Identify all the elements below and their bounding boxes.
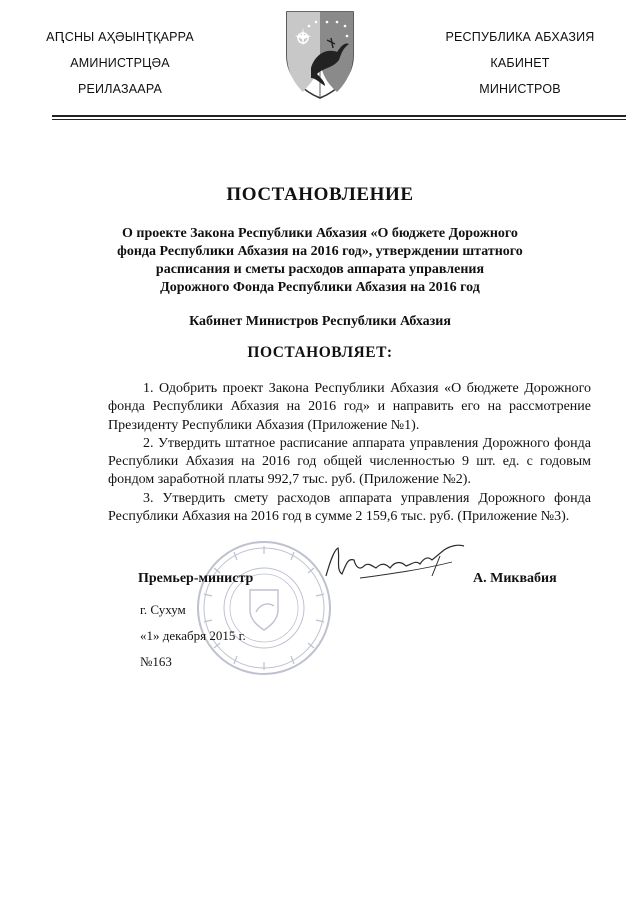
- coat-of-arms-icon: [283, 8, 357, 100]
- document-subject: [110, 225, 530, 297]
- header-left-line-3: РЕИЛАЗААРА: [77, 82, 163, 96]
- signatory-position: Премьер-министр: [138, 571, 254, 586]
- header-abkhaz: [30, 24, 210, 102]
- header-left-line-1: АԤСНЫ АҲӘЫНҬҚАРРА: [46, 30, 194, 44]
- issue-place: г. Сухум: [140, 602, 186, 617]
- header-right-line-1: РЕСПУБЛИКА АБХАЗИЯ: [445, 30, 595, 44]
- issuer: Кабинет Министров Республики Абхазия: [189, 314, 451, 329]
- subject-line: Дорожного Фонда Республики Абхазия на 2016 год: [160, 280, 480, 295]
- signatory-name: А. Миквабия: [473, 571, 557, 586]
- header-right-line-2: КАБИНЕТ: [490, 56, 550, 70]
- document-number: №163: [140, 654, 172, 669]
- header-divider-thin: [52, 119, 626, 120]
- header-russian: [430, 24, 610, 102]
- issue-date: «1» декабря 2015 г.: [140, 628, 246, 643]
- decree-item-2: 2. Утвердить штатное расписание аппарата управления Дорожного фонда Республики Абхазия на 2016 год общей численностью 9 шт. ед. с годовым фондом заработной платы 992,7 тыс. руб. (Приложение №2).: [108, 435, 591, 488]
- decree-item-1: 1. Одобрить проект Закона Республики Абхазия «О бюджете Дорожного фонда Республики Абхазия на 2016 год» и направить его на рассмотрение Президенту Республики Абхазия (Приложение №1).: [108, 381, 591, 433]
- handwritten-signature: [320, 540, 470, 585]
- header-right-line-3: МИНИСТРОВ: [479, 82, 561, 96]
- subject-line: расписания и сметы расходов аппарата управления: [155, 262, 485, 277]
- official-seal-icon: [194, 538, 334, 678]
- subject-line: О проекте Закона Республики Абхазия «О бюджете Дорожного: [122, 226, 518, 241]
- document-body: [108, 380, 591, 526]
- header-left-line-2: АМИНИСТРЦӘА: [70, 56, 170, 70]
- decree-item-3: 3. Утвердить смету расходов аппарата управления Дорожного фонда Республики Абхазия на 2016 год в сумме 2 159,6 тыс. руб. (Приложение №3).: [108, 490, 591, 525]
- decrees-heading: ПОСТАНОВЛЯЕТ:: [247, 344, 393, 361]
- document-title: ПОСТАНОВЛЕНИЕ: [226, 184, 414, 205]
- header-divider-thick: [52, 115, 626, 117]
- subject-line: фонда Республики Абхазия на 2016 год», утверждении штатного: [117, 244, 523, 259]
